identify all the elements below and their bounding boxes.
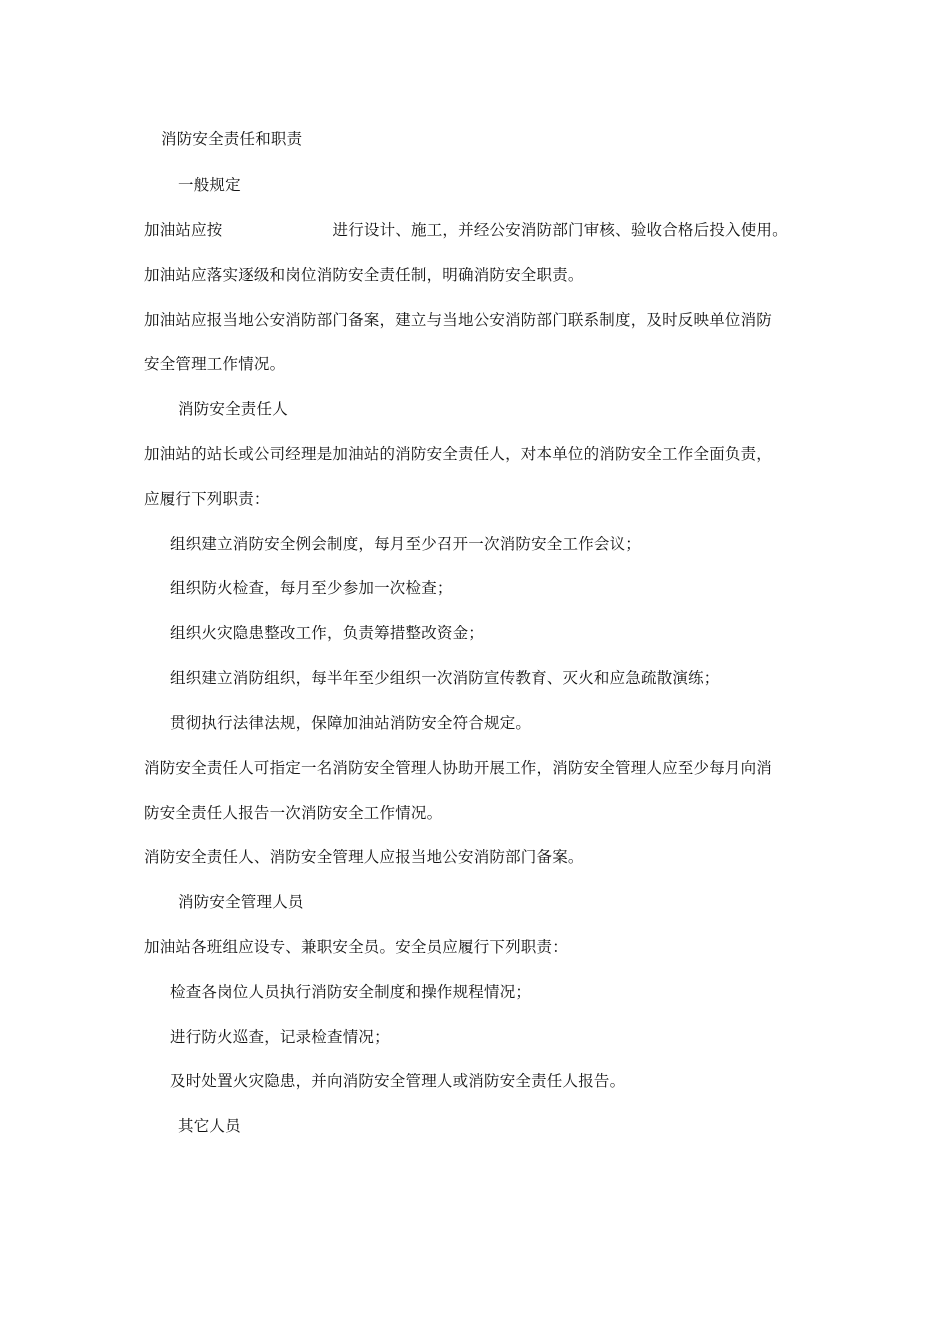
paragraph-delegate-line-2: 防安全责任人报告一次消防安全工作情况。 [144,804,443,822]
list-item: 组织火灾隐患整改工作，负责筹措整改资金； [170,624,485,642]
document-title: 消防安全责任和职责 [161,130,303,148]
list-item: 及时处置火灾隐患，并向消防安全管理人或消防安全责任人报告。 [170,1072,626,1090]
section-heading-management-staff: 消防安全管理人员 [178,893,304,911]
paragraph-filing-persons: 消防安全责任人、消防安全管理人应报当地公安消防部门备案。 [144,848,584,866]
section-heading-responsible-person: 消防安全责任人 [178,400,288,418]
list-item: 进行防火巡查，记录检查情况； [170,1028,390,1046]
section-heading-general: 一般规定 [178,176,241,194]
paragraph-part-1: 加油站应按 [144,221,223,239]
list-item: 组织防火检查，每月至少参加一次检查； [170,579,453,597]
paragraph-station-manager-line-1: 加油站的站长或公司经理是加油站的消防安全责任人，对本单位的消防安全工作全面负责， [144,445,773,463]
list-item: 贯彻执行法律法规，保障加油站消防安全符合规定。 [170,714,532,732]
section-heading-other-staff: 其它人员 [178,1117,241,1135]
paragraph-station-manager-line-2: 应履行下列职责： [144,490,270,508]
paragraph-part-2: 进行设计、施工，并经公安消防部门审核、验收合格后投入使用。 [332,221,788,239]
paragraph-filing-line-1: 加油站应报当地公安消防部门备案，建立与当地公安消防部门联系制度，及时反映单位消防 [144,311,773,329]
paragraph-safety-officer: 加油站各班组应设专、兼职安全员。安全员应履行下列职责： [144,938,568,956]
list-item: 组织建立消防组织，每半年至少组织一次消防宣传教育、灭火和应急疏散演练； [170,669,720,687]
list-item: 检查各岗位人员执行消防安全制度和操作规程情况； [170,983,532,1001]
list-item: 组织建立消防安全例会制度，每月至少召开一次消防安全工作会议； [170,535,642,553]
paragraph-design-construction [144,220,788,240]
paragraph-responsibility-system: 加油站应落实逐级和岗位消防安全责任制，明确消防安全职责。 [144,266,584,284]
paragraph-delegate-line-1: 消防安全责任人可指定一名消防安全管理人协助开展工作，消防安全管理人应至少每月向消 [144,759,773,777]
paragraph-filing-line-2: 安全管理工作情况。 [144,355,286,373]
